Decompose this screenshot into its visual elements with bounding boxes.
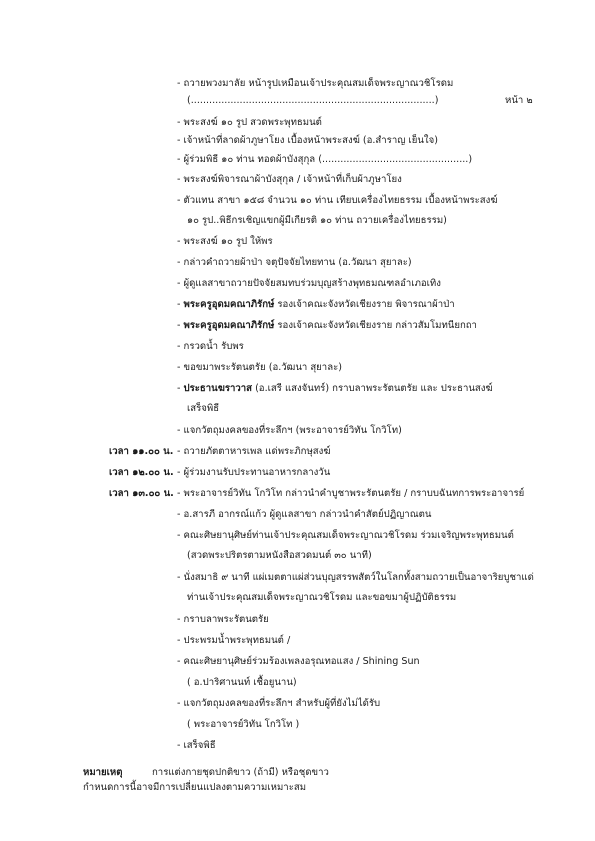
agenda-line: (................................................................................) bbox=[187, 95, 439, 106]
note-label: หมายเหตุ bbox=[83, 767, 123, 778]
agenda-line: - พระสงฆ์พิจารณาผ้าบังสุกุล / เจ้าหน้าที่เก็บผ้าภูษาโยง bbox=[177, 174, 402, 185]
agenda-line-text: รองเจ้าคณะจังหวัดเชียงราย กล่าวสัมโมทนียกถา bbox=[274, 320, 477, 331]
agenda-line: - เสร็จพิธี bbox=[177, 740, 216, 751]
agenda-line: - ประธานฆราวาส (อ.เสรี แสงจันทร์) กราบลาพระรัตนตรัย และ ประธานสงฆ์ bbox=[177, 383, 493, 394]
agenda-line: - แจกวัตถุมงคลของที่ระลึกฯ สำหรับผู้ที่ยังไม่ได้รับ bbox=[177, 698, 381, 709]
agenda-line: เสร็จพิธี bbox=[187, 403, 220, 414]
agenda-line: - เจ้าหน้าที่ลาดผ้าภูษาโยง เบื้องหน้าพระสงฆ์ (อ.สำราญ เย็นใจ) bbox=[177, 135, 438, 146]
schedule-text: - ผู้ร่วมงานรับประทานอาหารกลางวัน bbox=[177, 467, 331, 478]
agenda-line: - ประพรมน้ำพระพุทธมนต์ / bbox=[177, 635, 291, 646]
monk-name: พระครูอุดมคณาภิรักษ์ bbox=[183, 299, 275, 310]
agenda-line: ท่านเจ้าประคุณสมเด็จพระญาณวชิโรดม และขอขมาผู้ปฏิบัติธรรม bbox=[187, 592, 457, 603]
agenda-line: - พระสงฆ์ ๑๐ รูป สวดพระพุทธมนต์ bbox=[177, 117, 322, 128]
agenda-line: - กราบลาพระรัตนตรัย bbox=[177, 614, 269, 625]
agenda-line: - ตัวแทน สาขา ๑๕๘ จำนวน ๑๐ ท่าน เทียบเครื่องไทยธรรม เบื้องหน้าพระสงฆ์ bbox=[177, 195, 498, 206]
layman-chair: ประธานฆราวาส bbox=[183, 383, 253, 394]
note-text-2: กำหนดการนี้อาจมีการเปลี่ยนแปลงตามความเหมาะสม bbox=[83, 782, 307, 793]
schedule-text: - ถวายภัตตาหารเพล แด่พระภิกษุสงฆ์ bbox=[177, 446, 331, 457]
schedule-time: เวลา ๑๓.๐๐ น. bbox=[109, 488, 174, 499]
agenda-line: - นั่งสมาธิ ๙ นาที แผ่เมตตาแผ่ส่วนบุญสรรพสัตว์ในโลกทั้งสามถวายเป็นอาจาริยบูชาแด่ bbox=[177, 572, 534, 583]
agenda-line: - ถวายพวงมาลัย หน้ารูปเหมือนเจ้าประคุณสมเด็จพระญาณวชิโรดม bbox=[177, 78, 454, 89]
agenda-line: - ผู้ดูแลสาขาถวายปัจจัยสมทบร่วมบุญสร้างพุทธมณฑลอำเภอเทิง bbox=[177, 278, 441, 289]
agenda-line: - ขอขมาพระรัตนตรัย (อ.วัฒนา สุยาละ) bbox=[177, 362, 342, 373]
agenda-line: (สวดพระปริตรตามหนังสือสวดมนต์ ๓๐ นาที) bbox=[187, 550, 372, 561]
schedule-text: - พระอาจารย์วิทัน โกวิโท กล่าวนำคำบูชาพระรัตนตรัย / กราบบฉันทการพระอาจารย์ bbox=[177, 488, 525, 499]
agenda-line-text: (อ.เสรี แสงจันทร์) กราบลาพระรัตนตรัย และ ประธานสงฆ์ bbox=[252, 383, 493, 394]
agenda-line: ๑๐ รูป..พิธีกรเชิญแขกผู้มีเกียรติ ๑๐ ท่าน ถวายเครื่องไทยธรรม) bbox=[187, 215, 447, 226]
agenda-line: - กรวดน้ำ รับพร bbox=[177, 341, 244, 352]
page-number: หน้า ๒ bbox=[505, 95, 533, 106]
monk-name: พระครูอุดมคณาภิรักษ์ bbox=[183, 320, 275, 331]
agenda-line: - แจกวัตถุมงคลของที่ระลึกฯ (พระอาจารย์วิทัน โกวิโท) bbox=[177, 425, 402, 436]
agenda-line: - คณะศิษยานุศิษย์ท่านเจ้าประคุณสมเด็จพระญาณวชิโรดม ร่วมเจริญพระพุทธมนต์ bbox=[177, 530, 514, 541]
agenda-line: - อ.สารภี อากรณ์แก้ว ผู้ดูแลสาขา กล่าวนำคำสัตย์ปฏิญาณตน bbox=[177, 509, 432, 520]
agenda-line-text: รองเจ้าคณะจังหวัดเชียงราย พิจารณาผ้าป่า bbox=[274, 299, 455, 310]
agenda-line: - พระครูอุดมคณาภิรักษ์ รองเจ้าคณะจังหวัดเชียงราย พิจารณาผ้าป่า bbox=[177, 299, 455, 310]
agenda-line: - พระสงฆ์ ๑๐ รูป ให้พร bbox=[177, 236, 273, 247]
agenda-line: - พระครูอุดมคณาภิรักษ์ รองเจ้าคณะจังหวัดเชียงราย กล่าวสัมโมทนียกถา bbox=[177, 320, 477, 331]
agenda-line: ( พระอาจารย์วิทัน โกวิโท ) bbox=[187, 719, 300, 730]
agenda-line: - คณะศิษยานุศิษย์ร่วมร้องเพลงอรุณทอแสง / Shining Sun bbox=[177, 656, 420, 667]
agenda-line: ( อ.ปาริศานนท์ เชื้อยูนาน) bbox=[187, 677, 297, 688]
schedule-time: เวลา ๑๑.๐๐ น. bbox=[109, 446, 174, 457]
schedule-time: เวลา ๑๒.๐๐ น. bbox=[109, 467, 174, 478]
agenda-line: - กล่าวคำถวายผ้าป่า จตุปัจจัยไทยทาน (อ.วัฒนา สุยาละ) bbox=[177, 257, 412, 268]
agenda-line: - ผู้ร่วมพิธี ๑๐ ท่าน ทอดผ้าบังสุกุล (................................................) bbox=[177, 154, 473, 165]
note-text: การแต่งกายชุดปกติขาว (ถ้ามี) หรือชุดขาว bbox=[152, 767, 329, 778]
